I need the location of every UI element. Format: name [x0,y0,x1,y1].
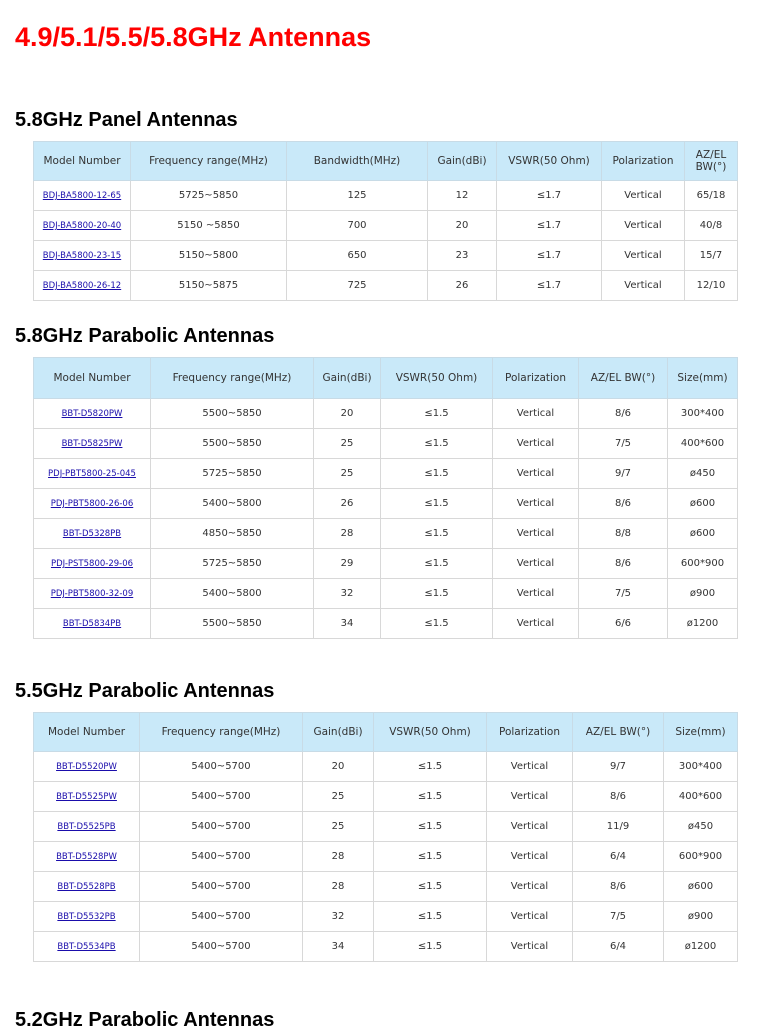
table-cell: 9/7 [573,752,664,782]
model-number-cell [34,752,140,782]
table-cell: ø450 [664,812,738,842]
column-header: VSWR(50 Ohm) [374,713,487,752]
table-cell: 26 [314,489,381,519]
table-cell: ≤1.5 [374,902,487,932]
model-link[interactable]: BDJ-BA5800-23-15 [42,251,122,261]
column-header: Size(mm) [668,358,738,399]
model-number-cell [34,609,151,639]
table-cell: Vertical [493,429,579,459]
model-number-cell [34,519,151,549]
table-cell: 28 [303,842,374,872]
table-cell: Vertical [602,241,685,271]
table-cell: 8/8 [579,519,668,549]
model-number-cell [34,902,140,932]
table-cell: 400*600 [664,782,738,812]
page-title: 4.9/5.1/5.5/5.8GHz Antennas [15,22,372,52]
table-cell: 5500~5850 [151,609,314,639]
table-cell: 5400~5700 [140,782,303,812]
table-cell: 5150~5875 [131,271,287,301]
table-cell: 20 [314,399,381,429]
table-cell: 34 [303,932,374,962]
table-cell: ≤1.5 [381,579,493,609]
table-row [34,399,738,429]
table-row [34,609,738,639]
model-link[interactable]: PDJ-PBT5800-32-09 [50,589,134,599]
table-cell: Vertical [602,211,685,241]
table-cell: 5400~5700 [140,812,303,842]
table-header-row [34,142,738,181]
model-link[interactable]: BBT-D5525PB [57,822,116,832]
model-link[interactable]: BBT-D5328PB [62,529,122,539]
table-row [34,782,738,812]
column-header: Gain(dBi) [314,358,381,399]
table-cell: 32 [303,902,374,932]
table-cell: Vertical [493,609,579,639]
model-number-cell [34,181,131,211]
table-cell: ø600 [664,872,738,902]
table-cell: 5150 ~5850 [131,211,287,241]
table-cell: 6/6 [579,609,668,639]
model-link[interactable]: BBT-D5820PW [61,409,123,419]
section-title-5-8ghz-parabolic: 5.8GHz Parabolic Antennas [15,325,275,347]
column-header: Polarization [487,713,573,752]
table-cell: Vertical [602,181,685,211]
model-link[interactable]: BBT-D5532PB [57,912,116,922]
model-number-cell [34,271,131,301]
table-cell: ø1200 [664,932,738,962]
model-link[interactable]: BDJ-BA5800-12-65 [42,191,122,201]
column-header: Frequency range(MHz) [151,358,314,399]
table-cell: 5500~5850 [151,429,314,459]
table-cell: 11/9 [573,812,664,842]
table-cell: 125 [287,181,428,211]
table-row [34,902,738,932]
model-link[interactable]: PDJ-PST5800-29-06 [50,559,134,569]
table-cell: Vertical [493,579,579,609]
table-cell: 400*600 [668,429,738,459]
table-cell: 65/18 [685,181,738,211]
table-row [34,812,738,842]
column-header: Model Number [34,358,151,399]
table-cell: ≤1.5 [381,549,493,579]
table-cell: 25 [303,782,374,812]
table-cell: ≤1.5 [381,489,493,519]
table-cell: Vertical [487,812,573,842]
table-cell: 5400~5700 [140,752,303,782]
column-header: Gain(dBi) [428,142,497,181]
table-cell: ≤1.5 [381,429,493,459]
table-cell: 300*400 [668,399,738,429]
column-header: AZ/EL BW(°) [685,142,738,181]
table-row [34,181,738,211]
table-cell: ø900 [664,902,738,932]
table-cell: 700 [287,211,428,241]
table-cell: 8/6 [573,872,664,902]
table-cell: 7/5 [579,579,668,609]
table-cell: 25 [314,429,381,459]
table-cell: 5400~5700 [140,872,303,902]
table-row [34,752,738,782]
table-row [34,932,738,962]
model-link[interactable]: BBT-D5528PW [56,852,117,862]
model-link[interactable]: BBT-D5825PW [61,439,123,449]
table-cell: 15/7 [685,241,738,271]
table-cell: 5500~5850 [151,399,314,429]
column-header: VSWR(50 Ohm) [381,358,493,399]
table-row [34,842,738,872]
model-link[interactable]: BBT-D5525PW [56,792,117,802]
table-cell: Vertical [493,549,579,579]
table-cell: 4850~5850 [151,519,314,549]
table-cell: 5725~5850 [131,181,287,211]
table-cell: 650 [287,241,428,271]
model-number-cell [34,842,140,872]
table-header-row [34,713,738,752]
table-cell: ≤1.5 [374,872,487,902]
table-cell: ≤1.7 [497,211,602,241]
table-cell: ≤1.7 [497,271,602,301]
column-header: Size(mm) [664,713,738,752]
table-cell: 20 [303,752,374,782]
model-number-cell [34,241,131,271]
table-cell: 5400~5800 [151,579,314,609]
model-link[interactable]: PDJ-PBT5800-25-045 [48,469,136,479]
model-number-cell [34,549,151,579]
table-cell: 8/6 [573,782,664,812]
table-row [34,519,738,549]
column-header: AZ/EL BW(°) [579,358,668,399]
table-cell: Vertical [487,842,573,872]
table-cell: 34 [314,609,381,639]
table-cell: Vertical [487,752,573,782]
table-cell: 28 [303,872,374,902]
column-header: Bandwidth(MHz) [287,142,428,181]
table-cell: 600*900 [668,549,738,579]
table-cell: Vertical [487,932,573,962]
table-cell: ø1200 [668,609,738,639]
parabolic-5-5ghz-table [33,712,738,962]
section-title-5-2ghz-parabolic: 5.2GHz Parabolic Antennas [15,1009,275,1031]
table-cell: Vertical [493,459,579,489]
table-cell: ø600 [668,489,738,519]
table-cell: 5725~5850 [151,549,314,579]
table-cell: ø450 [668,459,738,489]
table-cell: ≤1.5 [374,752,487,782]
model-number-cell [34,812,140,842]
table-cell: 5400~5800 [151,489,314,519]
table-cell: 5400~5700 [140,902,303,932]
table-cell: Vertical [487,902,573,932]
table-cell: ≤1.5 [381,399,493,429]
table-row [34,429,738,459]
column-header: Model Number [34,713,140,752]
table-cell: 23 [428,241,497,271]
table-cell: 25 [303,812,374,842]
table-row [34,271,738,301]
table-cell: 5400~5700 [140,932,303,962]
model-number-cell [34,459,151,489]
table-cell: Vertical [487,872,573,902]
table-cell: 28 [314,519,381,549]
table-row [34,872,738,902]
table-cell: ø900 [668,579,738,609]
table-cell: ≤1.5 [381,609,493,639]
table-cell: 5400~5700 [140,842,303,872]
table-row [34,579,738,609]
model-number-cell [34,429,151,459]
table-cell: 725 [287,271,428,301]
model-link[interactable]: BBT-D5834PB [62,619,122,629]
table-cell: 7/5 [573,902,664,932]
table-cell: ≤1.5 [374,812,487,842]
model-link[interactable]: PDJ-PBT5800-26-06 [50,499,134,509]
table-row [34,211,738,241]
model-number-cell [34,211,131,241]
table-cell: ø600 [668,519,738,549]
model-link[interactable]: BBT-D5520PW [56,762,117,772]
panel-antennas-table [33,141,738,301]
model-link[interactable]: BDJ-BA5800-26-12 [42,281,122,291]
table-cell: 300*400 [664,752,738,782]
table-cell: 8/6 [579,549,668,579]
parabolic-5-8ghz-table [33,357,738,639]
column-header: VSWR(50 Ohm) [497,142,602,181]
column-header: Model Number [34,142,131,181]
table-cell: 5150~5800 [131,241,287,271]
table-cell: ≤1.5 [374,842,487,872]
table-cell: 26 [428,271,497,301]
column-header: Polarization [602,142,685,181]
table-cell: 6/4 [573,932,664,962]
model-number-cell [34,399,151,429]
column-header: AZ/EL BW(°) [573,713,664,752]
table-row [34,241,738,271]
table-cell: 9/7 [579,459,668,489]
model-link[interactable]: BBT-D5528PB [57,882,116,892]
table-cell: 29 [314,549,381,579]
section-title-5-8ghz-panel: 5.8GHz Panel Antennas [15,109,238,131]
table-cell: 6/4 [573,842,664,872]
model-link[interactable]: BDJ-BA5800-20-40 [42,221,122,231]
table-row [34,489,738,519]
model-number-cell [34,489,151,519]
section-title-5-5ghz-parabolic: 5.5GHz Parabolic Antennas [15,680,275,702]
table-row [34,459,738,489]
table-cell: Vertical [602,271,685,301]
table-row [34,549,738,579]
column-header: Frequency range(MHz) [131,142,287,181]
table-cell: Vertical [493,489,579,519]
table-cell: ≤1.5 [374,782,487,812]
table-cell: 12/10 [685,271,738,301]
table-cell: 8/6 [579,489,668,519]
model-number-cell [34,782,140,812]
table-cell: 7/5 [579,429,668,459]
table-cell: 8/6 [579,399,668,429]
model-number-cell [34,579,151,609]
model-number-cell [34,932,140,962]
column-header: Polarization [493,358,579,399]
table-cell: 25 [314,459,381,489]
table-cell: Vertical [487,782,573,812]
table-cell: ≤1.7 [497,181,602,211]
column-header: Frequency range(MHz) [140,713,303,752]
table-header-row [34,358,738,399]
table-cell: 12 [428,181,497,211]
table-cell: Vertical [493,399,579,429]
column-header: Gain(dBi) [303,713,374,752]
table-cell: Vertical [493,519,579,549]
table-cell: 32 [314,579,381,609]
table-cell: ≤1.5 [381,519,493,549]
table-cell: ≤1.7 [497,241,602,271]
table-cell: 40/8 [685,211,738,241]
model-number-cell [34,872,140,902]
table-cell: 20 [428,211,497,241]
table-cell: 600*900 [664,842,738,872]
table-cell: ≤1.5 [381,459,493,489]
model-link[interactable]: BBT-D5534PB [57,942,116,952]
table-cell: 5725~5850 [151,459,314,489]
table-cell: ≤1.5 [374,932,487,962]
